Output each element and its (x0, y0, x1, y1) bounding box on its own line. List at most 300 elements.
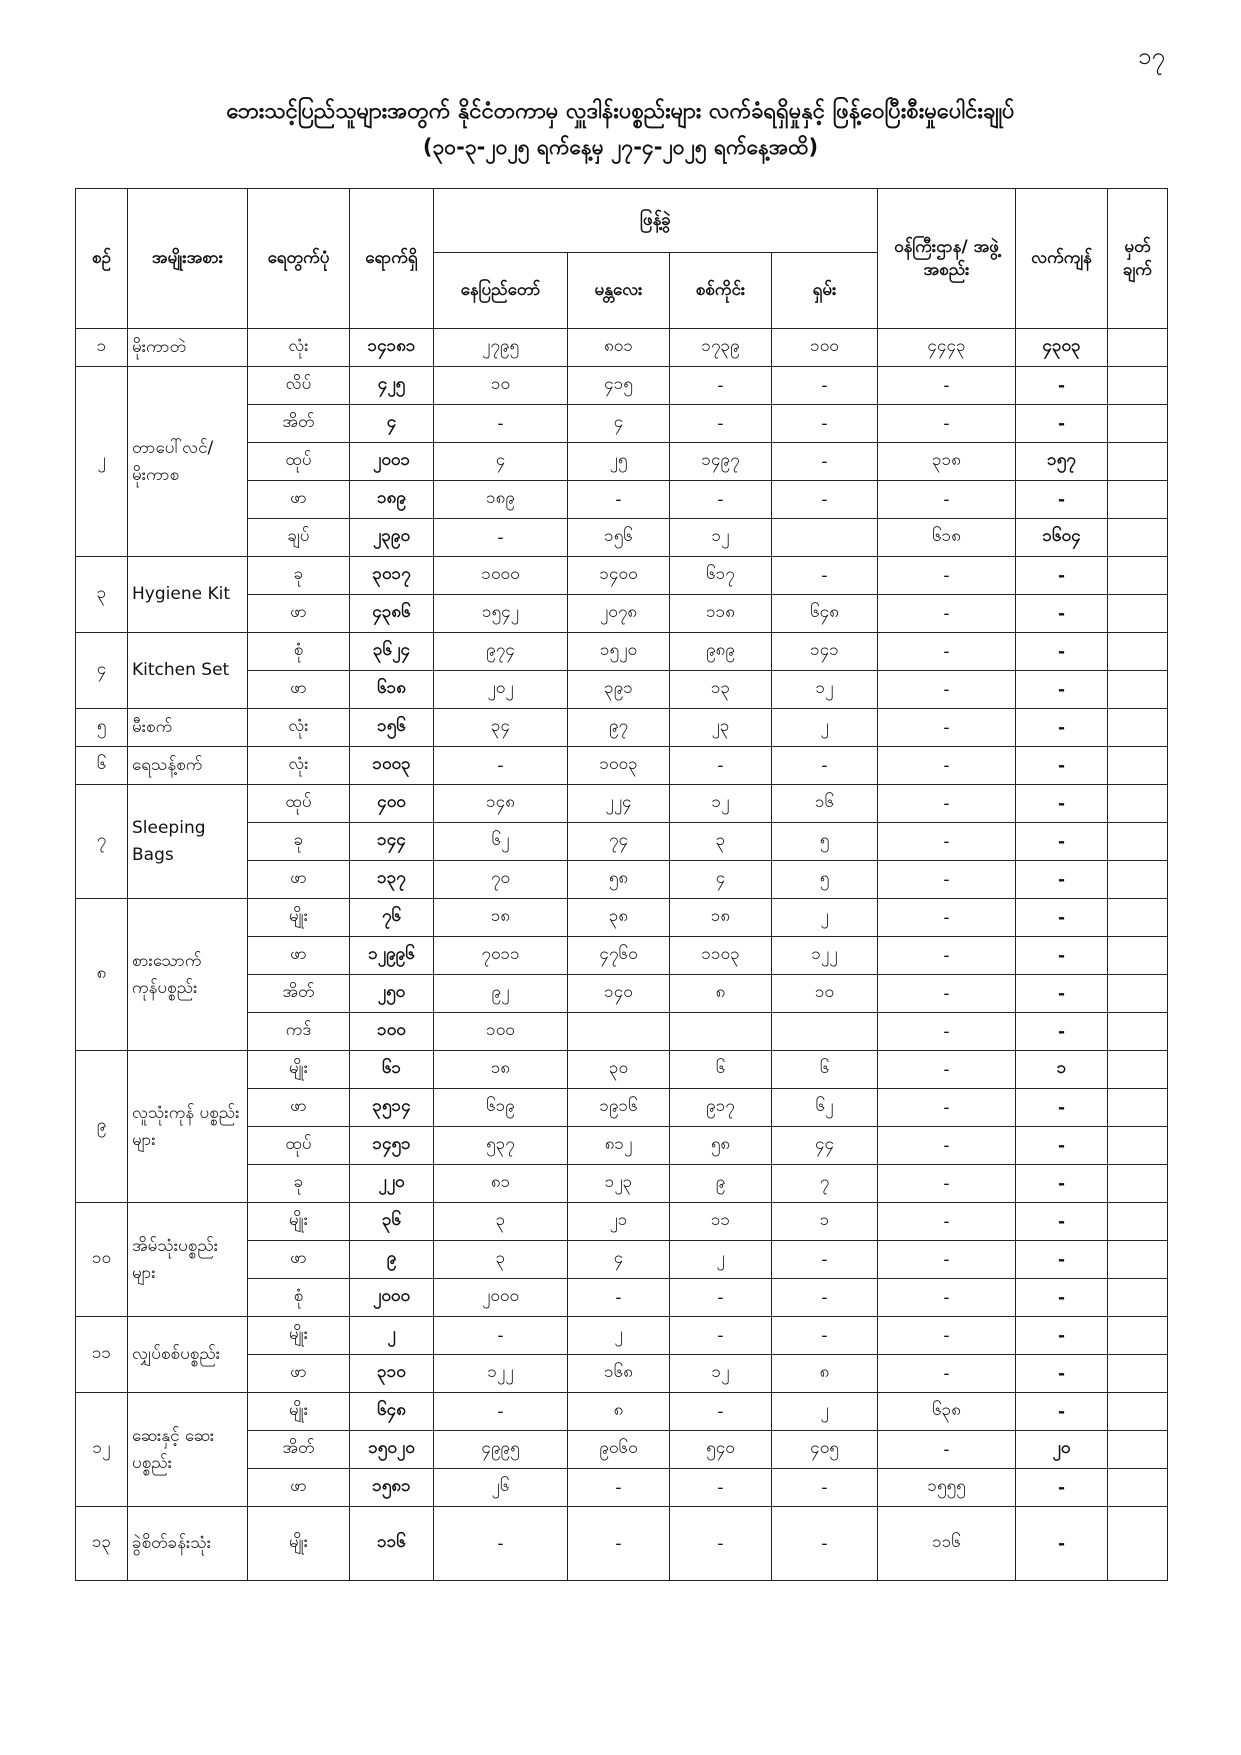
unit-cell: လိပ် (248, 367, 350, 405)
ministries-cell: - (878, 367, 1016, 405)
sagaing-cell: - (670, 1393, 772, 1431)
unit-cell: မျိုး (248, 899, 350, 937)
shan-cell: - (772, 481, 878, 519)
shan-cell: ၁၀၀ (772, 329, 878, 367)
ministries-cell: - (878, 747, 1016, 785)
ministries-cell: - (878, 1241, 1016, 1279)
shan-cell: ၂ (772, 899, 878, 937)
naypyitaw-cell: ၆၁၉ (434, 1089, 568, 1127)
sagaing-cell: ၁၄၉၇ (670, 443, 772, 481)
ministries-cell: - (878, 1089, 1016, 1127)
shan-cell: ၁ (772, 1203, 878, 1241)
remarks-cell (1108, 1013, 1168, 1051)
ministries-cell: - (878, 709, 1016, 747)
ministries-cell: - (878, 481, 1016, 519)
sagaing-cell: - (670, 405, 772, 443)
unit-cell: ချပ် (248, 519, 350, 557)
remarks-cell (1108, 1089, 1168, 1127)
sagaing-cell: ၁၁၈ (670, 595, 772, 633)
received-cell: ၂၀၀၁ (350, 443, 434, 481)
header-mandalay: မန္တလေး (568, 253, 670, 329)
balance-cell: - (1016, 481, 1108, 519)
sagaing-cell: - (670, 1279, 772, 1317)
naypyitaw-cell: ၁၄၈ (434, 785, 568, 823)
shan-cell: ၆၄၈ (772, 595, 878, 633)
shan-cell: ၅ (772, 823, 878, 861)
mandalay-cell: ၄၇၆၀ (568, 937, 670, 975)
remarks-cell (1108, 1165, 1168, 1203)
category-cell: Sleeping Bags (128, 785, 248, 899)
balance-cell: - (1016, 1317, 1108, 1355)
ministries-cell: - (878, 1013, 1016, 1051)
shan-cell: ၄၄ (772, 1127, 878, 1165)
naypyitaw-cell: ၁၅၄၂ (434, 595, 568, 633)
naypyitaw-cell: ၁၈၉ (434, 481, 568, 519)
balance-cell: - (1016, 975, 1108, 1013)
naypyitaw-cell: ၁၀၀၀ (434, 557, 568, 595)
naypyitaw-cell: ၉၂ (434, 975, 568, 1013)
shan-cell: ၇ (772, 1165, 878, 1203)
naypyitaw-cell: - (434, 747, 568, 785)
row-number: ၁ (76, 329, 128, 367)
ministries-cell: ၆၁၈ (878, 519, 1016, 557)
mandalay-cell: ၁၅၂၀ (568, 633, 670, 671)
mandalay-cell: ၁၄၀ (568, 975, 670, 1013)
balance-cell: - (1016, 595, 1108, 633)
sagaing-cell: - (670, 367, 772, 405)
table-row (76, 1393, 1168, 1431)
ministries-cell: ၁၁၆ (878, 1507, 1016, 1581)
received-cell: ၆၁ (350, 1051, 434, 1089)
shan-cell (772, 519, 878, 557)
remarks-cell (1108, 595, 1168, 633)
category-cell: မိုးကာတဲ (128, 329, 248, 367)
ministries-cell: - (878, 1431, 1016, 1469)
remarks-cell (1108, 671, 1168, 709)
table-row (76, 899, 1168, 937)
header-sagaing: စစ်ကိုင်း (670, 253, 772, 329)
remarks-cell (1108, 1279, 1168, 1317)
mandalay-cell: ၄ (568, 405, 670, 443)
balance-cell: - (1016, 1279, 1108, 1317)
balance-cell: - (1016, 633, 1108, 671)
distribution-table (75, 188, 1168, 1581)
mandalay-cell: ၁၄၀၀ (568, 557, 670, 595)
ministries-cell: - (878, 899, 1016, 937)
balance-cell: - (1016, 405, 1108, 443)
row-number: ၁၁ (76, 1317, 128, 1393)
balance-cell: ၂၀ (1016, 1431, 1108, 1469)
page-number: ၁၇ (1138, 42, 1165, 70)
mandalay-cell: ၂၅ (568, 443, 670, 481)
ministries-cell: - (878, 633, 1016, 671)
received-cell: ၃၀၁၇ (350, 557, 434, 595)
shan-cell: - (772, 1507, 878, 1581)
remarks-cell (1108, 1127, 1168, 1165)
received-cell: ၄၂၅ (350, 367, 434, 405)
mandalay-cell: ၉၇ (568, 709, 670, 747)
mandalay-cell: ၈ (568, 1393, 670, 1431)
shan-cell: - (772, 747, 878, 785)
shan-cell: ၁၂၂ (772, 937, 878, 975)
remarks-cell (1108, 1051, 1168, 1089)
unit-cell: အိတ် (248, 975, 350, 1013)
mandalay-cell: ၄၁၅ (568, 367, 670, 405)
received-cell: ၁၅၈၁ (350, 1469, 434, 1507)
balance-cell: - (1016, 709, 1108, 747)
row-number: ၁၀ (76, 1203, 128, 1317)
shan-cell: ၁၂ (772, 671, 878, 709)
received-cell: ၁၀၀၃ (350, 747, 434, 785)
ministries-cell: - (878, 975, 1016, 1013)
shan-cell: ၂ (772, 1393, 878, 1431)
balance-cell: - (1016, 1241, 1108, 1279)
ministries-cell: - (878, 1127, 1016, 1165)
sagaing-cell: ၁၁၀၃ (670, 937, 772, 975)
naypyitaw-cell: ၁၈ (434, 899, 568, 937)
mandalay-cell: ၈၀၁ (568, 329, 670, 367)
ministries-cell: - (878, 595, 1016, 633)
unit-cell: အိတ် (248, 1431, 350, 1469)
remarks-cell (1108, 1317, 1168, 1355)
mandalay-cell: - (568, 1279, 670, 1317)
header-balance: လက်ကျန် (1016, 189, 1108, 329)
mandalay-cell: ၂၂၄ (568, 785, 670, 823)
row-number: ၁၃ (76, 1507, 128, 1581)
unit-cell: ခု (248, 557, 350, 595)
category-cell: မီးစက် (128, 709, 248, 747)
remarks-cell (1108, 633, 1168, 671)
balance-cell: - (1016, 1393, 1108, 1431)
table-row (76, 785, 1168, 823)
sagaing-cell: ၂၃ (670, 709, 772, 747)
ministries-cell: - (878, 785, 1016, 823)
header-remarks: မှတ် ချက် (1108, 189, 1168, 329)
balance-cell: - (1016, 1355, 1108, 1393)
sagaing-cell: ၁၂ (670, 785, 772, 823)
table-row (76, 633, 1168, 671)
balance-cell: ၄၃၀၃ (1016, 329, 1108, 367)
naypyitaw-cell: ၆၂ (434, 823, 568, 861)
row-number: ၂ (76, 367, 128, 557)
shan-cell: - (772, 557, 878, 595)
header-category: အမျိုးအစား (128, 189, 248, 329)
received-cell: ၄၀၀ (350, 785, 434, 823)
remarks-cell (1108, 557, 1168, 595)
mandalay-cell: ၂၁ (568, 1203, 670, 1241)
unit-cell: မျိုး (248, 1393, 350, 1431)
sagaing-cell: - (670, 747, 772, 785)
naypyitaw-cell: ၄ (434, 443, 568, 481)
balance-cell: - (1016, 1203, 1108, 1241)
remarks-cell (1108, 405, 1168, 443)
unit-cell: လုံး (248, 747, 350, 785)
header-no: စဉ် (76, 189, 128, 329)
balance-cell: - (1016, 367, 1108, 405)
ministries-cell: ၄၄၄၃ (878, 329, 1016, 367)
mandalay-cell: ၄ (568, 1241, 670, 1279)
received-cell: ၁၄၄ (350, 823, 434, 861)
header-received: ရောက်ရှိ (350, 189, 434, 329)
sagaing-cell: ၂ (670, 1241, 772, 1279)
remarks-cell (1108, 1507, 1168, 1581)
mandalay-cell: ၉၀၆၀ (568, 1431, 670, 1469)
remarks-cell (1108, 1469, 1168, 1507)
unit-cell: မျိုး (248, 1507, 350, 1581)
naypyitaw-cell: - (434, 1393, 568, 1431)
unit-cell: ခု (248, 1165, 350, 1203)
unit-cell: ဖာ (248, 937, 350, 975)
naypyitaw-cell: ၁၀၀ (434, 1013, 568, 1051)
naypyitaw-cell: - (434, 405, 568, 443)
naypyitaw-cell: ၂၀၀၀ (434, 1279, 568, 1317)
shan-cell: - (772, 1469, 878, 1507)
row-number: ၁၂ (76, 1393, 128, 1507)
shan-cell: - (772, 1317, 878, 1355)
naypyitaw-cell: ၁၀ (434, 367, 568, 405)
header-naypyitaw: နေပြည်တော် (434, 253, 568, 329)
category-cell: ခွဲစိတ်ခန်းသုံး (128, 1507, 248, 1581)
table-row (76, 1051, 1168, 1089)
unit-cell: မျိုး (248, 1051, 350, 1089)
received-cell: ၁၄၅၁ (350, 1127, 434, 1165)
shan-cell: ၂ (772, 709, 878, 747)
mandalay-cell: ၃၉၁ (568, 671, 670, 709)
sagaing-cell: - (670, 1507, 772, 1581)
unit-cell: မျိုး (248, 1203, 350, 1241)
mandalay-cell: ၅၈ (568, 861, 670, 899)
sagaing-cell (670, 1013, 772, 1051)
received-cell: ၂၅၀ (350, 975, 434, 1013)
shan-cell: - (772, 1241, 878, 1279)
shan-cell (772, 1013, 878, 1051)
table-row (76, 1203, 1168, 1241)
received-cell: ၁၀၀ (350, 1013, 434, 1051)
row-number: ၃ (76, 557, 128, 633)
received-cell: ၁၃၇ (350, 861, 434, 899)
shan-cell: ၄၀၅ (772, 1431, 878, 1469)
category-cell: လျှပ်စစ်ပစ္စည်း (128, 1317, 248, 1393)
table-row (76, 1507, 1168, 1581)
balance-cell: - (1016, 861, 1108, 899)
category-cell: Hygiene Kit (128, 557, 248, 633)
sagaing-cell: ၁၈ (670, 899, 772, 937)
naypyitaw-cell: ၃ (434, 1241, 568, 1279)
shan-cell: ၁၄၁ (772, 633, 878, 671)
balance-cell: ၁ (1016, 1051, 1108, 1089)
received-cell: ၁၂၉၉၆ (350, 937, 434, 975)
sagaing-cell: - (670, 1469, 772, 1507)
naypyitaw-cell: - (434, 519, 568, 557)
ministries-cell: - (878, 1203, 1016, 1241)
sagaing-cell: ၄ (670, 861, 772, 899)
document-subtitle: (၃၀-၃-၂၀၂၅ ရက်နေ့မှ ၂၇-၄-၂၀၂၅ ရက်နေ့အထိ) (422, 135, 819, 159)
remarks-cell (1108, 1241, 1168, 1279)
naypyitaw-cell: ၁၂၂ (434, 1355, 568, 1393)
remarks-cell (1108, 443, 1168, 481)
table-row (76, 557, 1168, 595)
shan-cell: ၁၆ (772, 785, 878, 823)
ministries-cell: - (878, 1355, 1016, 1393)
sagaing-cell: ၉၁၇ (670, 1089, 772, 1127)
shan-cell: - (772, 367, 878, 405)
balance-cell: ၁၆၀၄ (1016, 519, 1108, 557)
balance-cell: ၁၅၇ (1016, 443, 1108, 481)
row-number: ၉ (76, 1051, 128, 1203)
received-cell: ၃၆ (350, 1203, 434, 1241)
sagaing-cell: ၅၄၀ (670, 1431, 772, 1469)
table-row (76, 329, 1168, 367)
unit-cell: ကဒ် (248, 1013, 350, 1051)
naypyitaw-cell: ၃ (434, 1203, 568, 1241)
received-cell: ၁၅၆ (350, 709, 434, 747)
remarks-cell (1108, 519, 1168, 557)
table-row (76, 1317, 1168, 1355)
received-cell: ၂၂၀ (350, 1165, 434, 1203)
unit-cell: ထုပ် (248, 785, 350, 823)
received-cell: ၆၁၈ (350, 671, 434, 709)
table-row (76, 709, 1168, 747)
remarks-cell (1108, 1393, 1168, 1431)
category-cell: ဆေးနှင့် ဆေးပစ္စည်း (128, 1393, 248, 1507)
table-row (76, 367, 1168, 405)
ministries-cell: - (878, 671, 1016, 709)
mandalay-cell: ၁၉၁၆ (568, 1089, 670, 1127)
balance-cell: - (1016, 785, 1108, 823)
mandalay-cell: ၃၈ (568, 899, 670, 937)
mandalay-cell: ၁၅၆ (568, 519, 670, 557)
unit-cell: ခု (248, 823, 350, 861)
unit-cell: ဖာ (248, 1355, 350, 1393)
mandalay-cell (568, 1013, 670, 1051)
ministries-cell: - (878, 861, 1016, 899)
received-cell: ၉ (350, 1241, 434, 1279)
row-number: ၅ (76, 709, 128, 747)
ministries-cell: - (878, 557, 1016, 595)
table-body (76, 329, 1168, 1581)
unit-cell: ဖာ (248, 671, 350, 709)
row-number: ၆ (76, 747, 128, 785)
category-cell: စားသောက် ကုန်ပစ္စည်း (128, 899, 248, 1051)
header-shan: ရှမ်း (772, 253, 878, 329)
naypyitaw-cell: ၄၉၉၅ (434, 1431, 568, 1469)
shan-cell: ၈ (772, 1355, 878, 1393)
unit-cell: ဖာ (248, 1089, 350, 1127)
received-cell: ၁၁၆ (350, 1507, 434, 1581)
naypyitaw-cell: ၁၈ (434, 1051, 568, 1089)
balance-cell: - (1016, 747, 1108, 785)
remarks-cell (1108, 481, 1168, 519)
remarks-cell (1108, 709, 1168, 747)
naypyitaw-cell: - (434, 1317, 568, 1355)
remarks-cell (1108, 823, 1168, 861)
mandalay-cell: - (568, 1469, 670, 1507)
shan-cell: ၁၀ (772, 975, 878, 1013)
received-cell: ၆၄၈ (350, 1393, 434, 1431)
mandalay-cell: - (568, 481, 670, 519)
table-row (76, 747, 1168, 785)
sagaing-cell: ၁၇၃၉ (670, 329, 772, 367)
balance-cell: - (1016, 671, 1108, 709)
mandalay-cell: ၇၄ (568, 823, 670, 861)
unit-cell: မျိုး (248, 1317, 350, 1355)
received-cell: ၃၁၀ (350, 1355, 434, 1393)
ministries-cell: ၃၁၈ (878, 443, 1016, 481)
balance-cell: - (1016, 557, 1108, 595)
ministries-cell: - (878, 1051, 1016, 1089)
remarks-cell (1108, 975, 1168, 1013)
unit-cell: ထုပ် (248, 443, 350, 481)
sagaing-cell: ၈ (670, 975, 772, 1013)
balance-cell: - (1016, 1507, 1108, 1581)
received-cell: ၄ (350, 405, 434, 443)
ministries-cell: ၁၅၅၅ (878, 1469, 1016, 1507)
balance-cell: - (1016, 1469, 1108, 1507)
naypyitaw-cell: ၂၆ (434, 1469, 568, 1507)
ministries-cell: ၆၃၈ (878, 1393, 1016, 1431)
category-cell: တာပေါ်လင်/ မိုးကာစ (128, 367, 248, 557)
unit-cell: ဖာ (248, 1241, 350, 1279)
naypyitaw-cell: ၇၀၁၁ (434, 937, 568, 975)
shan-cell: ၅ (772, 861, 878, 899)
unit-cell: စုံ (248, 1279, 350, 1317)
row-number: ၈ (76, 899, 128, 1051)
sagaing-cell: ၁၂ (670, 1355, 772, 1393)
mandalay-cell: ၁၀၀၃ (568, 747, 670, 785)
naypyitaw-cell: ၇၀ (434, 861, 568, 899)
naypyitaw-cell: - (434, 1507, 568, 1581)
sagaing-cell: ၅၈ (670, 1127, 772, 1165)
unit-cell: ထုပ် (248, 1127, 350, 1165)
row-number: ၇ (76, 785, 128, 899)
received-cell: ၂ (350, 1317, 434, 1355)
balance-cell: - (1016, 1089, 1108, 1127)
unit-cell: ဖာ (248, 1469, 350, 1507)
sagaing-cell: ၉ (670, 1165, 772, 1203)
mandalay-cell: ၂၀၇၈ (568, 595, 670, 633)
category-cell: ရေသန့်စက် (128, 747, 248, 785)
remarks-cell (1108, 1203, 1168, 1241)
sagaing-cell: ၁၁ (670, 1203, 772, 1241)
header-ministries: ဝန်ကြီးဌာန/ အဖွဲ့အစည်း (878, 189, 1016, 329)
balance-cell: - (1016, 1165, 1108, 1203)
ministries-cell: - (878, 1279, 1016, 1317)
remarks-cell (1108, 367, 1168, 405)
ministries-cell: - (878, 1317, 1016, 1355)
received-cell: ၇၆ (350, 899, 434, 937)
remarks-cell (1108, 1431, 1168, 1469)
sagaing-cell: ၃ (670, 823, 772, 861)
category-cell: လူသုံးကုန် ပစ္စည်းများ (128, 1051, 248, 1203)
sagaing-cell: - (670, 481, 772, 519)
category-cell: Kitchen Set (128, 633, 248, 709)
sagaing-cell: ၆ (670, 1051, 772, 1089)
unit-cell: ဖာ (248, 861, 350, 899)
mandalay-cell: ၁၂၃ (568, 1165, 670, 1203)
unit-cell: လုံး (248, 329, 350, 367)
naypyitaw-cell: ၈၁ (434, 1165, 568, 1203)
naypyitaw-cell: ၂၀၂ (434, 671, 568, 709)
category-cell: အိမ်သုံးပစ္စည်း များ (128, 1203, 248, 1317)
unit-cell: အိတ် (248, 405, 350, 443)
received-cell: ၃၅၁၄ (350, 1089, 434, 1127)
ministries-cell: - (878, 405, 1016, 443)
received-cell: ၁၄၁၈၁ (350, 329, 434, 367)
mandalay-cell: ၃၀ (568, 1051, 670, 1089)
naypyitaw-cell: ၉၇၄ (434, 633, 568, 671)
sagaing-cell: ၆၁၇ (670, 557, 772, 595)
balance-cell: - (1016, 899, 1108, 937)
